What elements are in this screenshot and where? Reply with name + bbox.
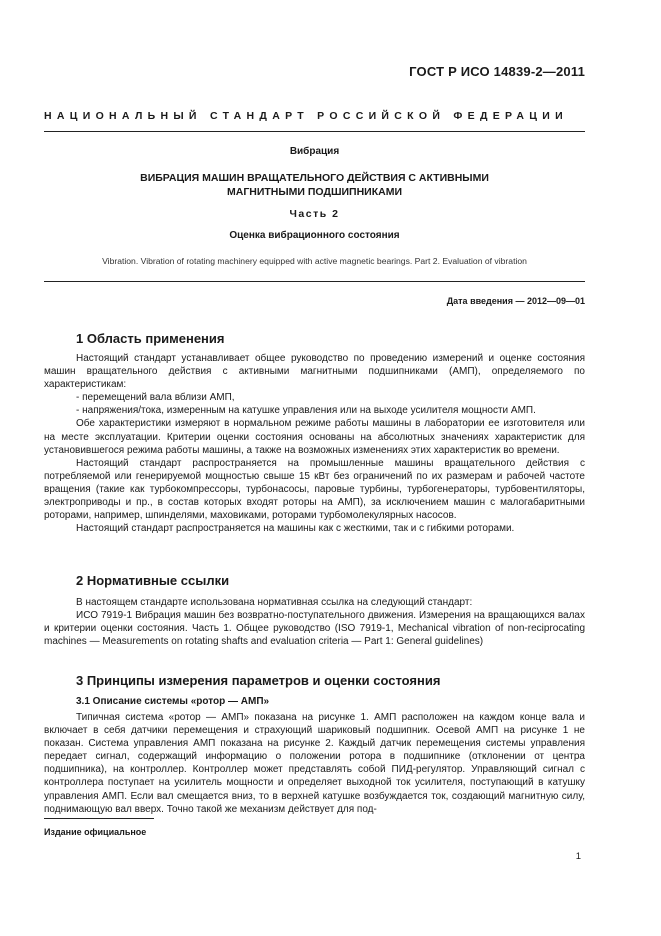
paragraph: - перемещений вала вблизи АМП, <box>76 392 235 404</box>
title-small: Вибрация <box>289 146 340 157</box>
paragraph: ИСО 7919-1 Вибрация машин без возвратно-поступательного движения. Измерения на вращающихся валах и критерии оценки состояния. Часть 1. Общее руководство (ISO 7919-1, Mechanical vibration of non-reciprocating machines — Measurements on rotating shafts and evaluation criteria — Part 1: General guidelines) <box>44 610 585 648</box>
title-rule <box>44 281 585 282</box>
paragraph: Настоящий стандарт устанавливает общее руководство по проведению измерений и оценке состояния машин вращательного действия с активными магнитными подшипниками (АМП), определяемого по характеристикам: <box>44 353 585 391</box>
paragraph: Настоящий стандарт распространяется на машины как с жесткими, так и с гибкими роторами. <box>76 523 515 535</box>
english-title: Vibration. Vibration of rotating machinery equipped with active magnetic bearings. Part 2. Evaluation of vibration <box>102 256 527 266</box>
section-3-heading: 3 Принципы измерения параметров и оценки состояния <box>76 673 441 688</box>
paragraph: Обе характеристики измеряют в нормальном режиме работы машины в лаборатории ее изготовителя или на месте эксплуатации. Критерии оценки состояния основаны на абсолютных значениях характеристик для установившегося режима работы машины, а также на возможных изменениях этих характеристик во времени. <box>44 418 585 456</box>
page-number: 1 <box>575 851 581 862</box>
paragraph: - напряжения/тока, измеренным на катушке управления или на выходе усилителя мощности АМП. <box>76 405 536 417</box>
section-3-body <box>44 711 585 816</box>
part-title: Оценка вибрационного состояния <box>229 230 400 241</box>
paragraph: В настоящем стандарте использована нормативная ссылка на следующий стандарт: <box>76 597 473 608</box>
section-1-heading: 1 Область применения <box>76 331 225 346</box>
header-rule <box>44 131 585 132</box>
paragraph: Настоящий стандарт распространяется на промышленные машины вращательного действия с потребляемой или генерируемой мощностью свыше 15 кВт без ограничений по их размерам и рабочей частоте вращения (такие как турбокомпрессоры, турбонасосы, паровые турбины, турбогенераторы, турбовентиляторы, электроприводы и пр., в состав которых входят роторы на АМП), за исключением машин с малогабаритными роторами, например, шпинделями, маховиками, роторами турбомолекулярных насосов. <box>44 457 585 522</box>
part-label: Часть 2 <box>289 208 340 220</box>
section-1-body <box>44 352 585 535</box>
standard-id: ГОСТ Р ИСО 14839-2—2011 <box>409 64 585 79</box>
title-main: ВИБРАЦИЯ МАШИН ВРАЩАТЕЛЬНОГО ДЕЙСТВИЯ С АКТИВНЫМИ МАГНИТНЫМИ ПОДШИПНИКАМИ <box>140 172 489 198</box>
section-2-heading: 2 Нормативные ссылки <box>76 573 230 588</box>
footer-rule <box>44 818 154 819</box>
effective-date: Дата введения — 2012—09—01 <box>446 296 585 306</box>
section-2-body <box>44 596 585 648</box>
edition-label: Издание официальное <box>44 827 147 837</box>
paragraph: Типичная система «ротор — АМП» показана на рисунке 1. АМП расположен на каждом конце вала и включает в себя датчики перемещения и страхующий шариковый подшипник. Осевой АМП на рисунке 1 не показан. Система управления АМП показана на рисунке 2. Каждый датчик перемещения системы управления передает сигнал, содержащий информацию о положении ротора в подшипнике (отклонении от центра подшипника), на контроллер. Контроллер может представлять собой ПИД-регулятор. Управляющий сигнал с контроллера поступает на усилитель мощности и определяет выходной ток усилителя, поступающий в катушку управления АМП. Если вал смещается вниз, то в верхней катушке возбуждается ток, создающий магнитную силу, поднимающую вал вверх. Точно такой же механизм действует для под- <box>44 712 585 815</box>
section-3-1-heading: 3.1 Описание системы «ротор — АМП» <box>76 696 270 707</box>
national-standard-banner: НАЦИОНАЛЬНЫЙ СТАНДАРТ РОССИЙСКОЙ ФЕДЕРАЦИИ <box>44 110 568 122</box>
